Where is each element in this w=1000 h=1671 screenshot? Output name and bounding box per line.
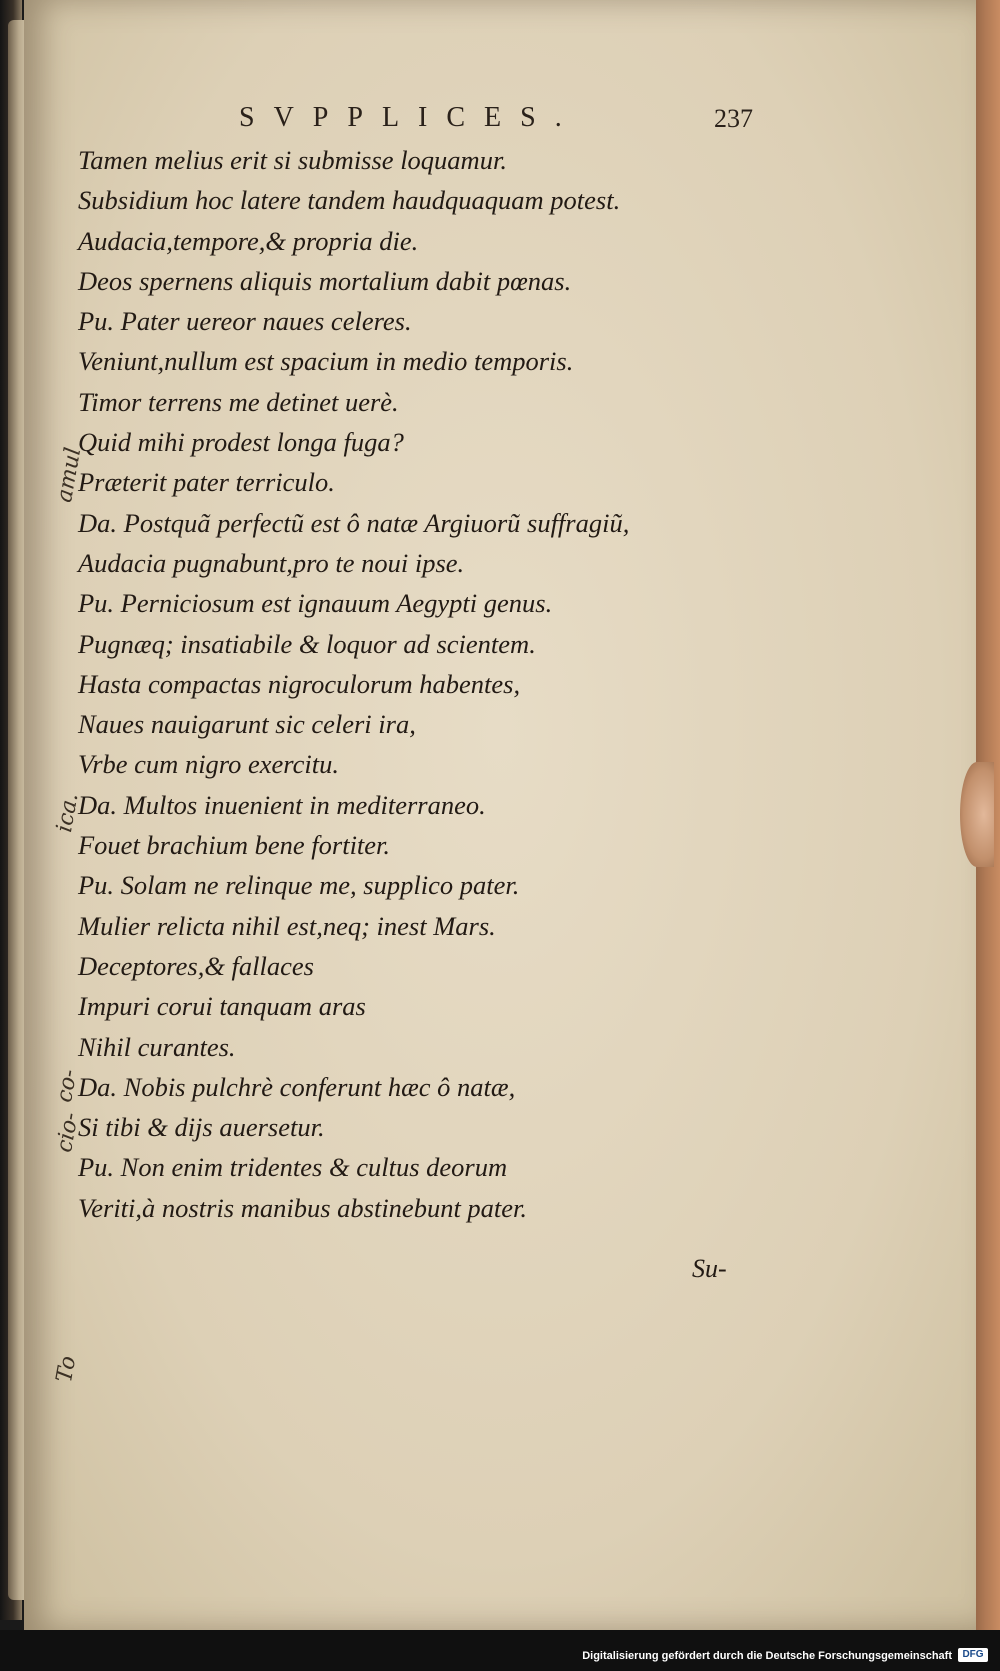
text-line: Da. Multos inuenient in mediterraneo. [78, 789, 486, 820]
text-line: Pugnæq; insatiabile & loquor ad scientem. [78, 628, 536, 659]
text-line: Impuri corui tanquam aras [78, 991, 366, 1022]
text-line: Hasta compactas nigroculorum habentes, [78, 668, 521, 699]
book-page [24, 0, 976, 1630]
text-line: Fouet brachium bene fortiter. [78, 830, 391, 861]
text-line: Pu. Pater uereor naues celeres. [78, 306, 412, 337]
page-number: 237 [714, 104, 753, 133]
verse-text-block [78, 140, 758, 1228]
text-line: Nihil curantes. [78, 1031, 236, 1062]
text-line: Pu. Non enim tridentes & cultus deorum [78, 1152, 508, 1183]
text-line: Da. Postquã perfectũ est ô natæ Argiuorũ suffragiũ, [78, 507, 630, 538]
book-clip [960, 762, 994, 867]
gutter-note: amul [52, 445, 87, 505]
text-line: Pu. Solam ne relinque me, supplico pater. [78, 870, 520, 901]
text-line: Veriti,à nostris manibus abstinebunt pater. [78, 1192, 528, 1223]
funding-credit: Digitalisierung gefördert durch die Deutsche Forschungsgemeinschaft [582, 1650, 952, 1662]
text-line: Audacia,tempore,& propria die. [78, 225, 419, 256]
text-line: Pu. Perniciosum est ignauum Aegypti genus. [78, 588, 553, 619]
gutter-note: ica. [52, 791, 84, 835]
text-line: Præterit pater terriculo. [78, 467, 335, 498]
gutter-note: cio- [52, 1110, 84, 1155]
text-line: Da. Nobis pulchrè conferunt hæc ô natæ, [78, 1071, 516, 1102]
gutter-note: To [52, 1354, 82, 1385]
text-line: Mulier relicta nihil est,neq; inest Mars. [78, 910, 496, 941]
catchword: Su- [692, 1254, 727, 1283]
text-line: Naues nauigarunt sic celeri ira, [78, 709, 416, 740]
text-line: Tamen melius erit si submisse loquamur. [78, 145, 507, 175]
text-line: Si tibi & dijs auersetur. [78, 1112, 325, 1143]
text-line: Timor terrens me detinet uerè. [78, 386, 399, 417]
dfg-logo: DFG [958, 1648, 988, 1662]
text-line: Deceptores,& fallaces [78, 950, 314, 981]
gutter-note: co- [52, 1067, 83, 1105]
text-line: Subsidium hoc latere tandem haudquaquam potest. [78, 185, 621, 216]
text-line: Vrbe cum nigro exercitu. [78, 749, 339, 780]
text-line: Quid mihi prodest longa fuga? [78, 427, 404, 458]
running-head: SVPPLICES. [239, 102, 581, 133]
text-line: Audacia pugnabunt,pro te noui ipse. [78, 547, 465, 578]
text-line: Veniunt,nullum est spacium in medio temporis. [78, 346, 574, 377]
text-line: Deos spernens aliquis mortalium dabit pœnas. [78, 265, 572, 296]
